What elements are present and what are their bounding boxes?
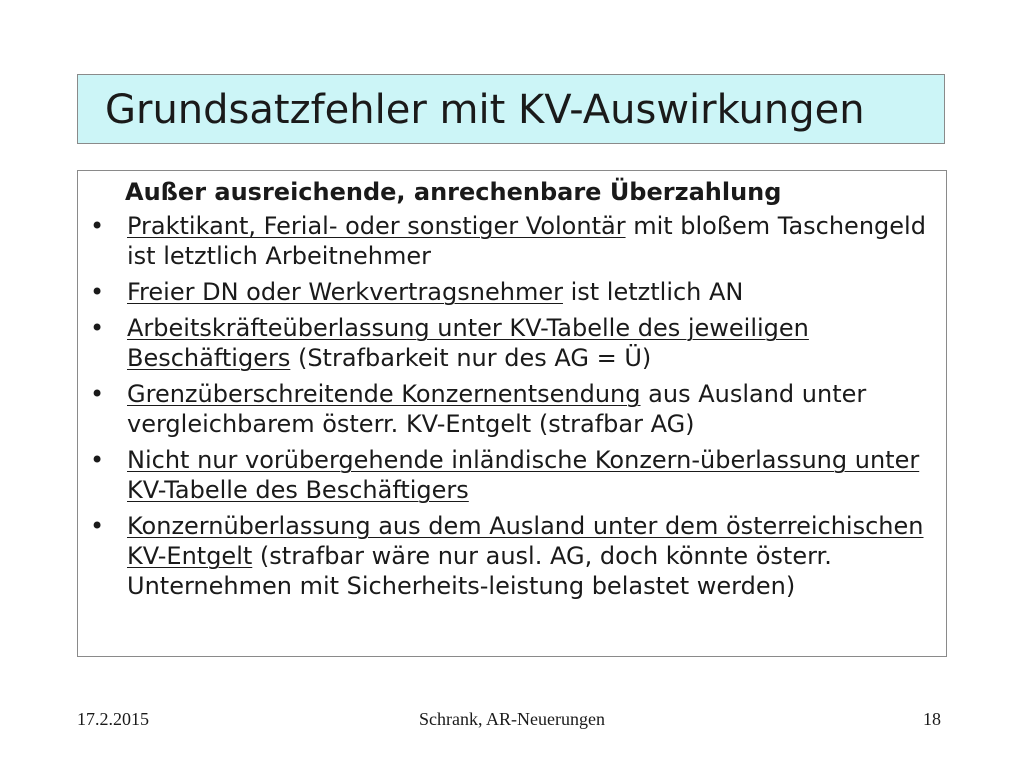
bullet-text: ist letztlich AN [562, 278, 744, 306]
bullet-item [88, 445, 938, 505]
bullet-underlined-text: Nicht nur vorübergehende inländische Konzern-überlassung unter KV-Tabelle des Beschäftigers [127, 446, 920, 504]
bullet-item [88, 211, 938, 271]
footer-author: Schrank, AR-Neuerungen [419, 709, 605, 729]
bullet-dot-icon: • [90, 212, 105, 240]
page-number: 18 [923, 709, 941, 729]
bullet-text: aus Ausland unter vergleichbarem österr. KV-Entgelt (strafbar AG) [127, 380, 867, 438]
bullet-item [88, 511, 938, 601]
bullet-underlined-text: Konzernüberlassung aus dem Ausland unter dem österreichischen KV-Entgelt [127, 512, 924, 570]
bullet-dot-icon: • [90, 512, 105, 540]
slide-title: Grundsatzfehler mit KV-Auswirkungen [105, 87, 865, 133]
bullet-text: (Strafbarkeit nur des AG = Ü) [290, 344, 652, 372]
bullet-list [88, 211, 938, 607]
bullet-item [88, 379, 938, 439]
bullet-dot-icon: • [90, 314, 105, 342]
bullet-dot-icon: • [90, 380, 105, 408]
bullet-dot-icon: • [90, 278, 105, 306]
bullet-underlined-text: Freier DN oder Werkvertragsnehmer [127, 278, 563, 306]
bullet-item [88, 313, 938, 373]
bullet-underlined-text: Arbeitskräfteüberlassung unter KV-Tabelle des jeweiligen Beschäftigers [127, 314, 809, 372]
bullet-item [88, 277, 938, 307]
bullet-text: (strafbar wäre nur ausl. AG, doch könnte österr. Unternehmen mit Sicherheits-leistung belastet werden) [127, 542, 832, 600]
bullet-underlined-text: Praktikant, Ferial- oder sonstiger Volontär [127, 212, 626, 240]
content-heading: Außer ausreichende, anrechenbare Überzahlung [125, 178, 782, 206]
bullet-text: mit bloßem Taschengeld ist letztlich Arbeitnehmer [127, 212, 926, 270]
bullet-dot-icon: • [90, 446, 105, 474]
bullet-underlined-text: Grenzüberschreitende Konzernentsendung [127, 380, 641, 408]
content-box [77, 170, 947, 657]
footer-date: 17.2.2015 [77, 709, 149, 729]
title-box [77, 74, 945, 144]
